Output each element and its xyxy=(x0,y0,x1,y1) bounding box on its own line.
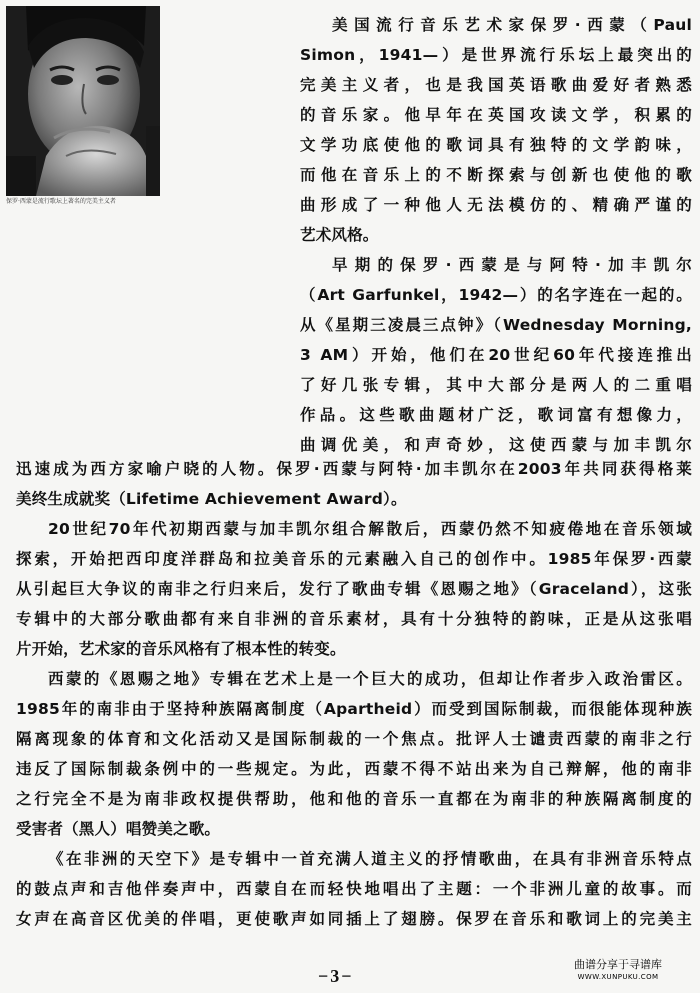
text-line: 隔离现象的体育和文化活动又是国际制裁的一个焦点。批评人士谴责西蒙的南非之行 xyxy=(16,730,692,748)
text-line: 美国流行音乐艺术家保罗·西蒙（Paul xyxy=(332,16,692,34)
text-line: 的音乐家。他早年在英国攻读文学，积累的 xyxy=(300,106,692,124)
text-line: 曲调优美，和声奇妙，这使西蒙与加丰凯尔 xyxy=(300,436,692,454)
text-line: 之行完全不是为南非政权提供帮助，他和他的音乐一直都在为南非的种族隔离制度的 xyxy=(16,790,692,808)
text-line: 20世纪70年代初期西蒙与加丰凯尔组合解散后，西蒙仍然不知疲倦地在音乐领域 xyxy=(48,520,692,538)
text-line: 1985年的南非由于坚持种族隔离制度（Apartheid）而受到国际制裁，而很能体现种族 xyxy=(16,700,692,718)
text-line: 了好几张专辑，其中大部分是两人的二重唱 xyxy=(300,376,692,394)
text-line: 早期的保罗·西蒙是与阿特·加丰凯尔 xyxy=(332,256,692,274)
text-line: 曲形成了一种他人无法模仿的、精确严谨的 xyxy=(300,196,692,214)
text-line: Simon，1941—）是世界流行乐坛上最突出的 xyxy=(300,46,692,64)
body-paragraphs xyxy=(16,454,692,934)
text-line: 艺术风格。 xyxy=(300,226,379,244)
text-line: 违反了国际制裁条例中的一些规定。为此，西蒙不得不站出来为自己辩解，他的南非 xyxy=(16,760,692,778)
text-line: 受害者（黑人）唱赞美之歌。 xyxy=(16,820,221,838)
photo-caption: 保罗·西蒙是流行歌坛上著名的完美主义者 xyxy=(6,198,116,205)
portrait-photo xyxy=(6,6,160,196)
text-line: 女声在高音区优美的伴唱，更使歌声如同插上了翅膀。保罗在音乐和歌词上的完美主 xyxy=(16,910,692,928)
text-line: 而他在音乐上的不断探索与创新也使他的歌 xyxy=(300,166,692,184)
text-line: 完美主义者，也是我国英语歌曲爱好者熟悉 xyxy=(300,76,692,94)
text-line: 文学功底使他的歌词具有独特的文学韵味， xyxy=(300,136,692,154)
text-line: 西蒙的《恩赐之地》专辑在艺术上是一个巨大的成功，但却让作者步入政治雷区。 xyxy=(48,670,692,688)
site-watermark xyxy=(558,958,678,982)
intro-paragraphs xyxy=(300,10,692,460)
text-line: 的鼓点声和吉他伴奏声中，西蒙自在而轻快地唱出了主题：一个非洲儿童的故事。而 xyxy=(16,880,692,898)
portrait-illustration xyxy=(6,6,160,196)
page-number: −3− xyxy=(318,966,354,986)
text-line: （Art Garfunkel，1942—）的名字连在一起的。 xyxy=(300,286,692,304)
text-line: 美终生成就奖（Lifetime Achievement Award）。 xyxy=(16,490,407,508)
text-line: 《在非洲的天空下》是专辑中一首充满人道主义的抒情歌曲，在具有非洲音乐特点 xyxy=(48,850,692,868)
text-line: 探索，开始把西印度洋群岛和拉美音乐的元素融入自己的创作中。1985年保罗·西蒙 xyxy=(16,550,692,568)
text-line: 作品。这些歌曲题材广泛，歌词富有想像力， xyxy=(300,406,692,424)
text-line: 专辑中的大部分歌曲都有来自非洲的音乐素材，具有十分独特的韵味，正是从这张唱 xyxy=(16,610,692,628)
text-line: 迅速成为西方家喻户晓的人物。保罗·西蒙与阿特·加丰凯尔在2003年共同获得格莱 xyxy=(16,460,692,478)
text-line: 片开始，艺术家的音乐风格有了根本性的转变。 xyxy=(16,640,346,658)
text-line: 3 AM）开始，他们在20世纪60年代接连推出 xyxy=(300,346,692,364)
text-line: 从《星期三凌晨三点钟》（Wednesday Morning, xyxy=(300,316,692,334)
watermark-text: 曲谱分享于寻谱库 xyxy=(574,958,662,971)
watermark-url: WWW.XUNPUKU.COM xyxy=(577,973,659,981)
text-line: 从引起巨大争议的南非之行归来后，发行了歌曲专辑《恩赐之地》（Graceland），这张 xyxy=(16,580,692,598)
